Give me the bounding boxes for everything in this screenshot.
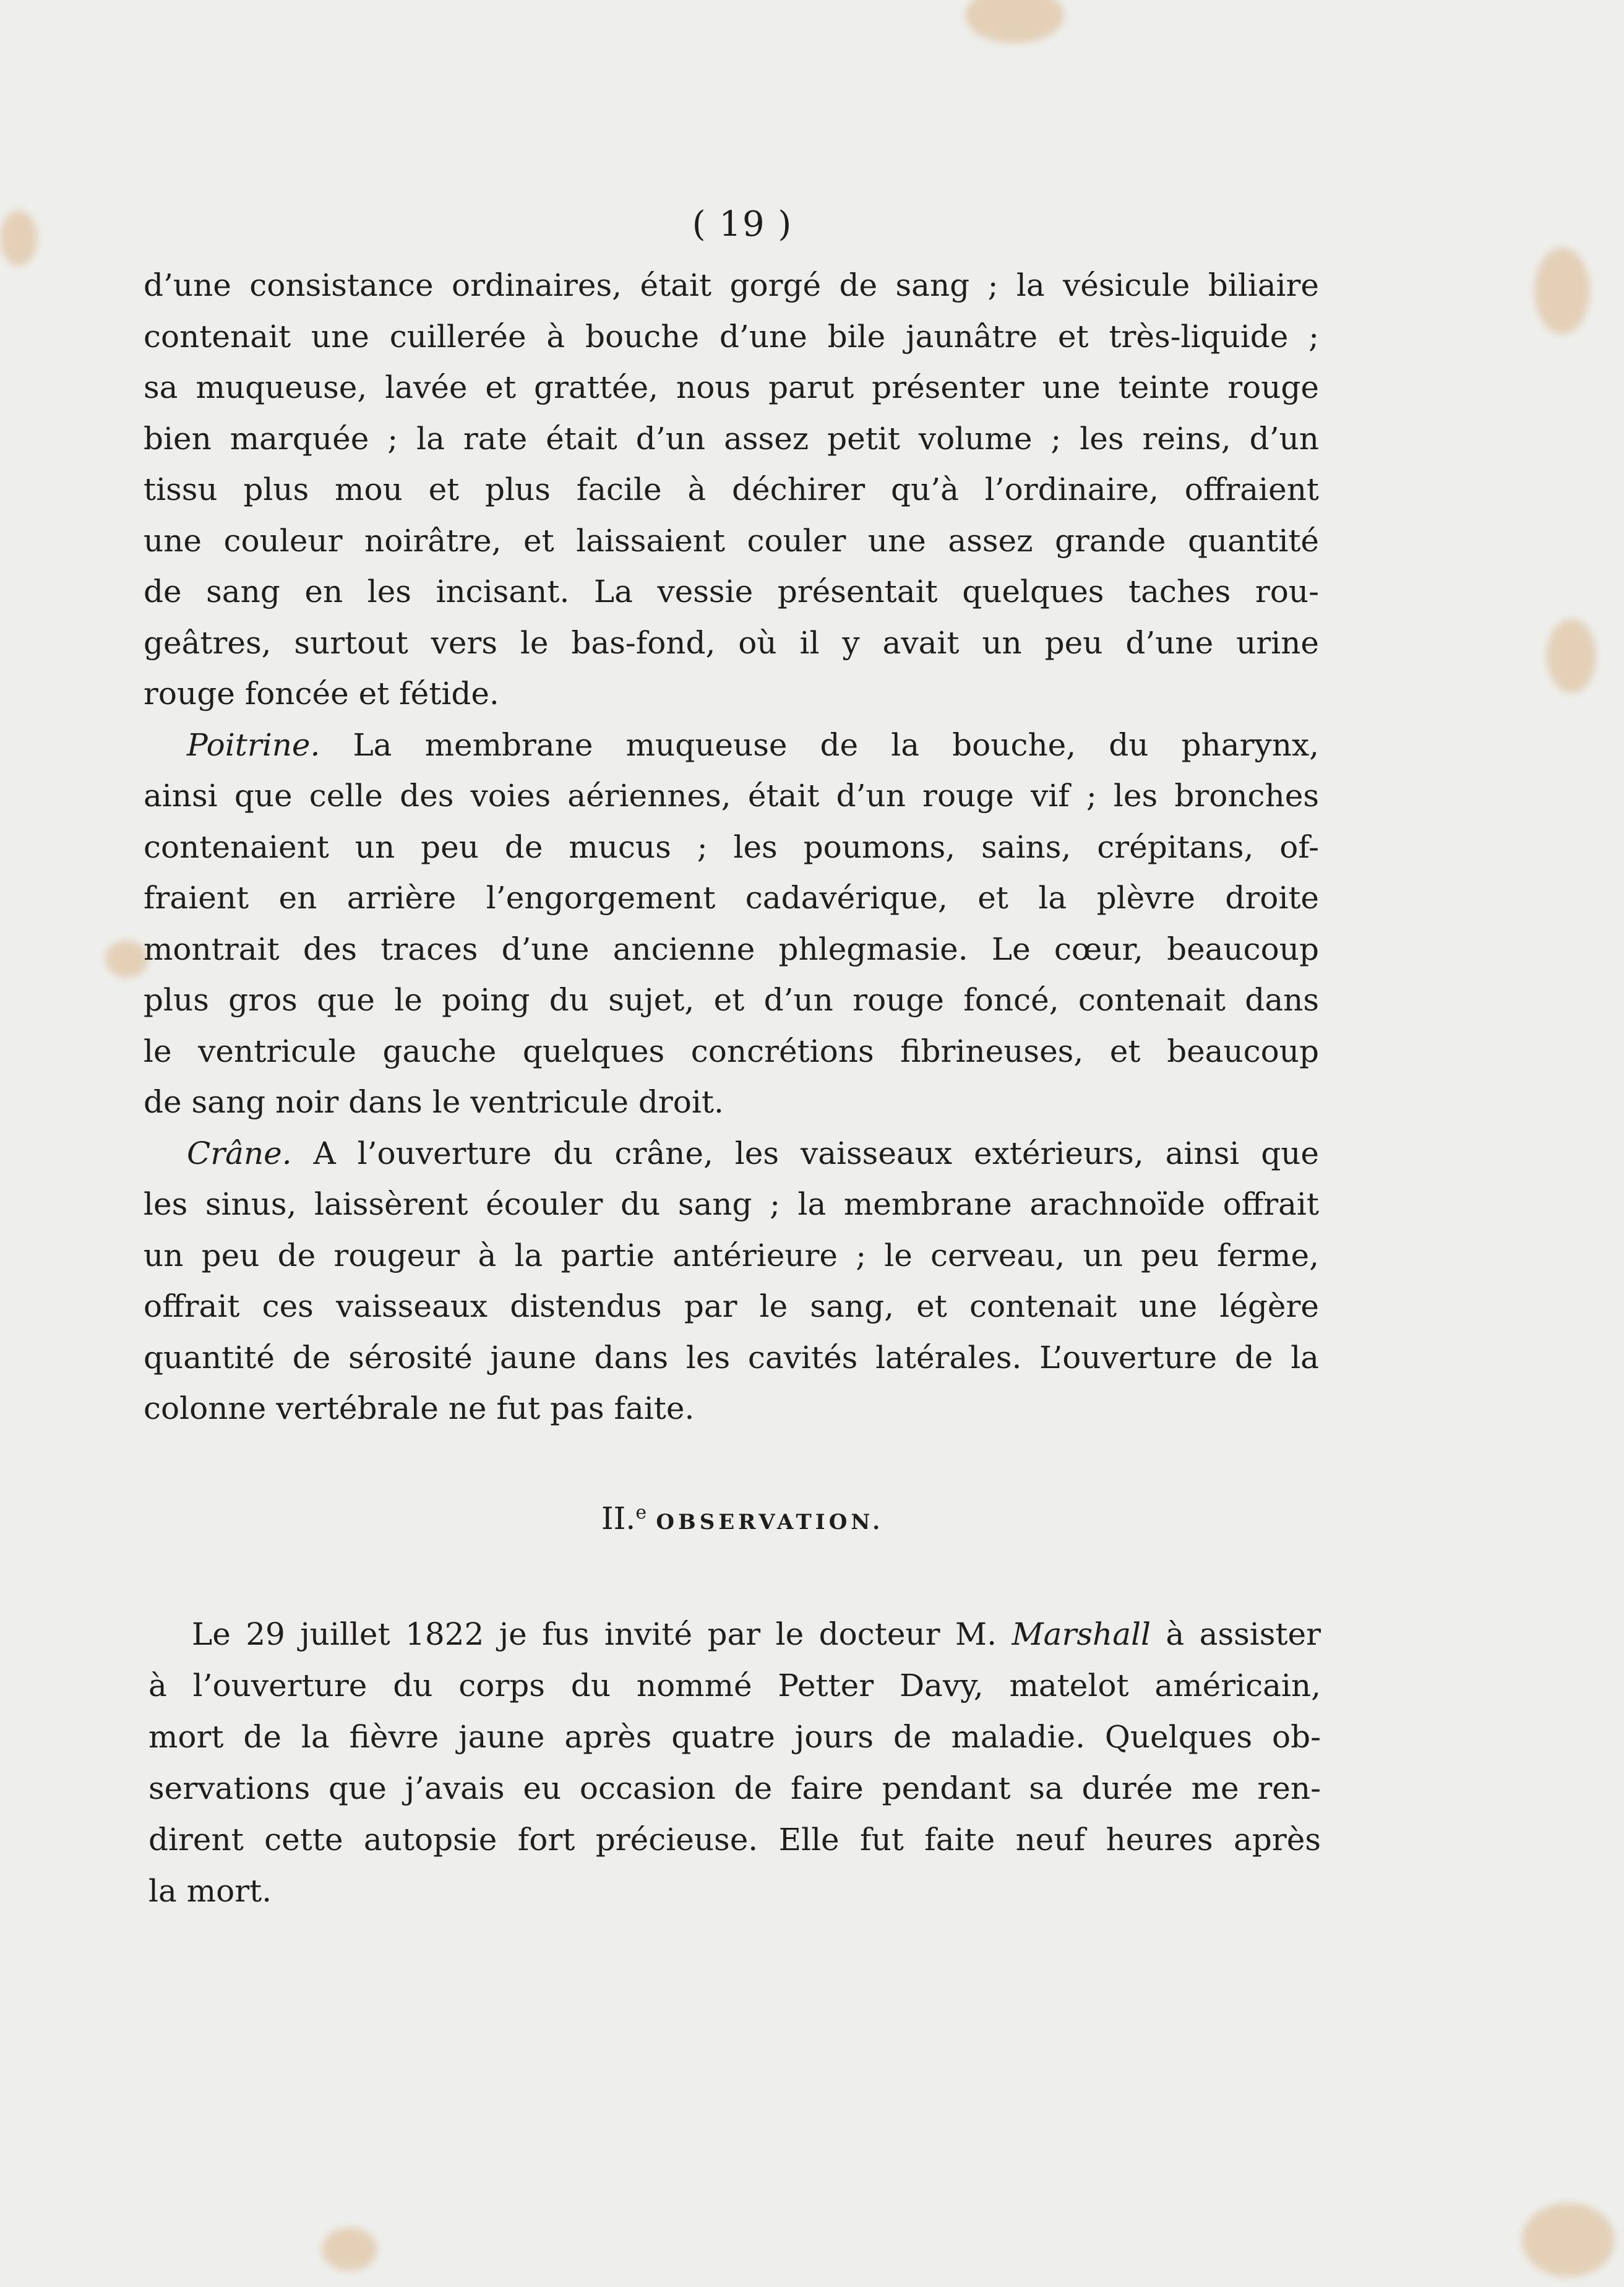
text-line: bien marquée ; la rate était d’un assez petit volume ; les reins, d’un	[144, 420, 1319, 457]
text-line: le ventricule gauche quelques concrétions fibrineuses, et beaucoup	[144, 1033, 1319, 1069]
doctor-name: Marshall	[1012, 1616, 1151, 1652]
text-line: quantité de sérosité jaune dans les cavités latérales. L’ouverture de la	[144, 1339, 1319, 1376]
text-line: contenait une cuillerée à bouche d’une bile jaunâtre et très-liquide ;	[144, 318, 1319, 355]
page-number: ( 19 )	[692, 204, 793, 244]
section-title: OBSERVATION.	[656, 1510, 884, 1535]
text-line: la mort.	[148, 1873, 272, 1909]
section-superscript: e	[635, 1502, 647, 1523]
text-line: colonne vertébrale ne fut pas faite.	[144, 1390, 695, 1426]
text-line: dirent cette autopsie fort précieuse. Elle fut faite neuf heures après	[148, 1822, 1321, 1858]
text-line: montrait des traces d’une ancienne phlegmasie. Le cœur, beaucoup	[144, 931, 1319, 967]
text-line: contenaient un peu de mucus ; les poumons, sains, crépitans, of-	[144, 829, 1319, 865]
text-line: tissu plus mou et plus facile à déchirer qu’à l’ordinaire, offraient	[144, 472, 1319, 507]
section-label-crane: Crâne.	[187, 1135, 292, 1171]
foxing-spot	[1547, 619, 1596, 693]
foxing-spot	[105, 941, 148, 978]
foxing-spot	[1534, 248, 1590, 334]
section-number: II.	[601, 1501, 636, 1536]
text-line: servations que j’avais eu occasion de faire pendant sa durée me ren-	[148, 1770, 1321, 1806]
observation-text	[148, 1609, 1321, 1917]
foxing-spot	[1522, 2203, 1615, 2277]
paragraph-poitrine	[144, 720, 1319, 1128]
text-line: mort de la fièvre jaune après quatre jours de maladie. Quelques ob-	[148, 1719, 1321, 1755]
foxing-spot	[965, 0, 1064, 43]
text-line: geâtres, surtout vers le bas-fond, où il y avait un peu d’une urine	[144, 624, 1319, 661]
text-fragment: A l’ouverture du crâne, les vaisseaux extérieurs, ainsi que	[291, 1135, 1319, 1171]
text-line: sa muqueuse, lavée et grattée, nous parut présenter une teinte rouge	[144, 369, 1319, 405]
text-line: plus gros que le poing du sujet, et d’un rouge foncé, contenait dans	[144, 982, 1319, 1018]
text-line: d’une consistance ordinaires, était gorgé de sang ; la vésicule biliaire	[144, 267, 1319, 303]
text-fragment: La membrane muqueuse de la bouche, du pharynx,	[320, 726, 1319, 763]
body-text	[144, 260, 1319, 1434]
section-label-poitrine: Poitrine.	[187, 726, 320, 763]
text-line: une couleur noirâtre, et laissaient couler une assez grande quantité	[144, 522, 1319, 559]
section-heading	[0, 1501, 1485, 1536]
paragraph-abdomen	[144, 260, 1319, 720]
text-line: les sinus, laissèrent écouler du sang ; la membrane arachnoïde offrait	[144, 1186, 1319, 1222]
text-line: de sang en les incisant. La vessie présentait quelques taches rou-	[144, 574, 1319, 609]
text-line: un peu de rougeur à la partie antérieure ; le cerveau, un peu ferme,	[144, 1237, 1319, 1273]
text-line: à l’ouverture du corps du nommé Petter Davy, matelot américain,	[148, 1668, 1321, 1703]
text-line	[144, 1128, 1319, 1179]
text-line	[144, 720, 1319, 771]
foxing-spot	[322, 2228, 377, 2271]
text-fragment: Le 29 juillet 1822 je fus invité par le docteur M.	[192, 1616, 1012, 1652]
text-line: de sang noir dans le ventricule droit.	[144, 1084, 724, 1120]
text-line: rouge foncée et fétide.	[144, 676, 499, 712]
text-line: offrait ces vaisseaux distendus par le sang, et contenait une légère	[144, 1288, 1319, 1324]
text-line	[148, 1609, 1321, 1660]
text-fragment: à assister	[1151, 1616, 1321, 1652]
paragraph-crane	[144, 1128, 1319, 1434]
text-line: ainsi que celle des voies aériennes, était d’un rouge vif ; les bronches	[144, 778, 1319, 814]
text-line: fraient en arrière l’engorgement cadavérique, et la plèvre droite	[144, 880, 1319, 916]
